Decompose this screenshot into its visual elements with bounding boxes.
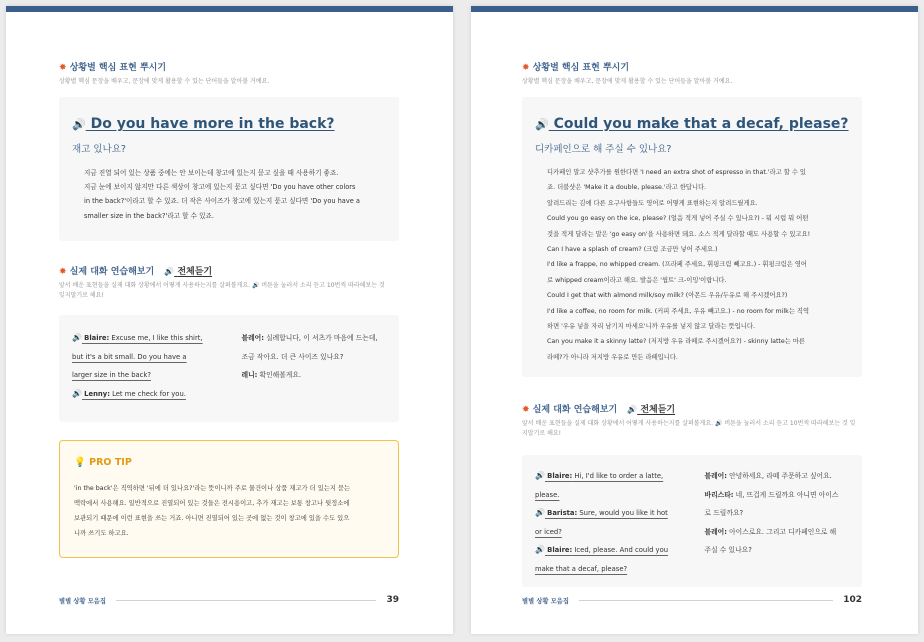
expression-title[interactable]: 🔊 Do you have more in the back? [72, 116, 335, 132]
expression-translation: 재고 있나요? [72, 144, 126, 155]
dialogue-box [522, 455, 862, 587]
dialogue-korean: 블레어: 안녕하세요, 라떼 주문하고 싶어요. 바리스타: 네, 뜨겁게 드릴까요 아니면 아이스 로 드릴까요? 블레어: 아이스로요. 그리고 디카페인으로 해 주실 수 있나요? [704, 472, 839, 555]
section-subtitle: 상황별 핵심 문장을 배우고, 문장에 맞게 활용할 수 있는 단어들을 알아볼 거예요. [59, 78, 270, 85]
right-page [471, 6, 918, 634]
page-footer [59, 595, 399, 605]
dialogue-line[interactable]: 🔊 Barista: Sure, would you like it hot [535, 504, 705, 523]
section-title-key-expressions: ✸ 상황별 핵심 표현 뿌시기 [59, 63, 167, 73]
speaker-icon[interactable]: 🔊 [627, 405, 638, 414]
dialogue-line[interactable]: 🔊 Blaire: Excuse me, I like this shirt, [72, 329, 242, 348]
pro-tip-box [59, 440, 399, 558]
page-footer [522, 595, 862, 605]
section-title-dialogue: ✸ 실제 대화 연습해보기 [59, 267, 155, 277]
listen-all-button[interactable]: 🔊 전체듣기 [627, 405, 676, 415]
dialogue-english [535, 467, 705, 579]
page-number: 39 [386, 595, 399, 605]
speaker-icon[interactable]: 🔊 [535, 471, 545, 480]
dialogue-line[interactable]: or iced? [535, 527, 562, 536]
dialogue-line[interactable]: but it's a bit small. Do you have a [72, 352, 187, 361]
dialogue-line[interactable]: make that a decaf, please? [535, 564, 628, 573]
expression-explanation: 디카페인 말고 샷추가를 원한다면 'I need an extra shot of espresso in that.'라고 할 수 있 죠. 더블샷은 'Make it a double, please.'라고 한답니다. 알려드리는 김에 다른 요구사항들도 영어로 어떻게 표현하는지 알려드릴게요. Could you go easy on the ice, please? (얼음 적게 넣어 주실 수 있나요?) - 뭐 시럽 뭐 어떤 것을 적게 달라는 말은 'go easy on'을 사용하면 돼요. 소스 적게 달라할 때도 사용할 수 있고요! Can I have a splash of cream? (크림 조금만 넣어 주세요.) I'd like a frappe, no whipped cream. (프라페 주세요, 휘핑크림 빼고요.) - 휘핑크림은 영어 로 whipped cream이라고 해요. 발음은 '윕트' 크-이밍'이랍니다. Could I get that with almond milk/soy milk? (아몬드 우유/두유로 해 주시겠어요?) I'd like a coffee, no room for milk. (커피 주세요, 우유 빼고요.) - no room for milk는 직역 하면 '우유 넣을 자리 남기지 마세요'니까 우유를 넣지 않고 달라는 뜻입니다. Can you make it a skinny latte? (저지방 우유 라떼로 주시겠어요?) - skinny latte는 마른 라떼?가 아니라 저지방 우유로 만든 라떼입니다. [547, 169, 811, 361]
pro-tip-title: 💡 PRO TIP [74, 457, 132, 468]
expression-explanation: 지금 진열 되어 있는 상품 중에는 안 보이는데 창고에 있는지 묻고 싶을 때 사용하기 좋죠. 지금 눈에 보이지 않지만 다른 색상이 창고에 있는지 묻고 싶다면 'Do you have other colors in the back?'이라고 할 수 있죠. 더 작은 사이즈가 창고에 있는지 묻고 싶다면 'Do you have a smaller size in the back?'라고 할 수 있죠. [84, 169, 360, 220]
section-title-dialogue: ✸ 실제 대화 연습해보기 [522, 405, 618, 415]
dialogue-line[interactable]: larger size in the back? [72, 371, 151, 380]
book-title: 별별 상황 모음집 [59, 597, 106, 605]
expression-box [59, 97, 399, 241]
speaker-icon[interactable]: 🔊 [535, 545, 545, 555]
expression-title[interactable]: 🔊 Could you make that a decaf, please? [535, 116, 849, 132]
speaker-icon[interactable]: 🔊 [72, 118, 86, 131]
dialogue-box [59, 315, 399, 422]
section-subtitle: 앞서 배운 표현들을 실제 대화 상황에서 어떻게 사용하는지를 살펴볼게요. 🔊 버튼을 눌러서 소리 듣고 10번씩 따라해보는 것 잊지말기로 해요! [522, 420, 856, 437]
section-subtitle: 상황별 핵심 문장을 배우고, 문장에 맞게 활용할 수 있는 단어들을 알아볼 거예요. [522, 78, 733, 85]
page-number: 102 [843, 595, 862, 605]
dialogue-line[interactable]: 🔊 Lenny: Let me check for you. [72, 385, 242, 404]
lightbulb-icon: 💡 [74, 457, 86, 468]
dialogue-line[interactable]: please. [535, 490, 560, 499]
footer-divider [116, 600, 377, 601]
dialogue-english [72, 329, 242, 403]
sparkle-icon: ✸ [59, 267, 67, 277]
sparkle-icon: ✸ [522, 63, 530, 73]
dialogue-korean: 블레어: 실례합니다, 이 셔츠가 마음에 드는데, 조금 작아요. 더 큰 사이즈 있나요? 레니: 확인해볼게요. [241, 334, 378, 380]
left-page [6, 6, 453, 634]
book-title: 별별 상황 모음집 [522, 597, 569, 605]
pro-tip-body: 'in the back'은 직역하면 '뒤에 더 있나요?'라는 뜻이니까 주로 물건이나 상품 재고가 더 있는지 묻는 맥락에서 사용해요. 일반적으로 진열되어 있는 것들은 전시용이고, 추가 재고는 보통 창고나 뒷정소에 보관되기 때문에 이런 표현을 쓰는 거죠. 아니면 진열되어 있는 곳에 없는 것이 창고에 있을 수도 있으 니까 쓰기도 하고요. [74, 485, 351, 537]
dialogue-line[interactable]: 🔊 Blaire: Hi, I'd like to order a latte, [535, 467, 705, 486]
speaker-icon[interactable]: 🔊 [72, 388, 82, 398]
listen-all-button[interactable]: 🔊 전체듣기 [164, 267, 213, 277]
expression-box [522, 97, 862, 377]
dialogue-line[interactable]: 🔊 Blaire: Iced, please. And could you [535, 541, 705, 560]
expression-translation: 디카페인으로 해 주실 수 있나요? [535, 144, 672, 155]
sparkle-icon: ✸ [522, 405, 530, 415]
speaker-icon[interactable]: 🔊 [164, 267, 175, 276]
footer-divider [579, 600, 833, 601]
section-subtitle: 앞서 배운 표현들을 실제 대화 상황에서 어떻게 사용하는지를 살펴볼게요. 🔊 버튼을 눌러서 소리 듣고 10번씩 따라해보는 것 잊지말기로 해요! [59, 282, 385, 299]
speaker-icon[interactable]: 🔊 [72, 333, 82, 342]
sparkle-icon: ✸ [59, 63, 67, 73]
speaker-icon[interactable]: 🔊 [535, 118, 549, 131]
section-title-key-expressions: ✸ 상황별 핵심 표현 뿌시기 [522, 63, 630, 73]
speaker-icon[interactable]: 🔊 [535, 508, 545, 518]
